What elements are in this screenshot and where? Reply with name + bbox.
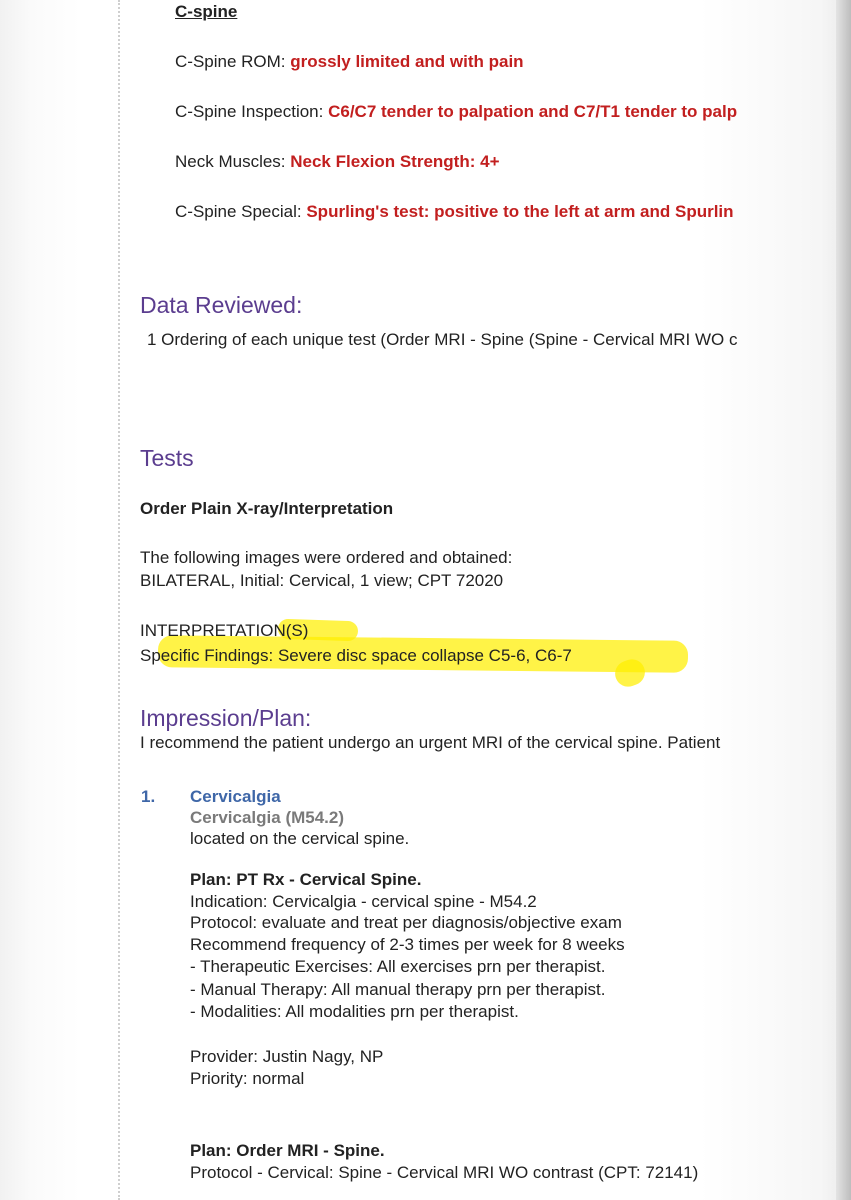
order-xray-title: Order Plain X-ray/Interpretation — [140, 499, 394, 518]
images-ordered-line: The following images were ordered and obtained: — [140, 548, 513, 567]
data-reviewed-line: 1 Ordering of each unique test (Order MRI - Spine (Spine - Cervical MRI WO c — [147, 330, 738, 349]
tests-heading: Tests — [140, 445, 194, 471]
diagnosis-number: 1. — [141, 787, 156, 806]
cspine-heading: C-spine — [175, 2, 238, 21]
cspine-rom-value: grossly limited and with pain — [290, 52, 524, 71]
neck-muscles-value: Neck Flexion Strength: 4+ — [290, 152, 500, 171]
plan-pt-line: Indication: Cervicalgia - cervical spine - M54.2 — [190, 892, 537, 911]
page-right-edge — [836, 0, 851, 1200]
plan-mri-protocol: Protocol - Cervical: Spine - Cervical MRI WO contrast (CPT: 72141) — [190, 1163, 699, 1182]
neck-muscles-label: Neck Muscles: — [175, 152, 291, 171]
cspine-rom-label: C-Spine ROM: — [175, 52, 291, 71]
xray-view-line: BILATERAL, Initial: Cervical, 1 view; CPT 72020 — [140, 571, 504, 590]
priority-line: Priority: normal — [190, 1069, 305, 1088]
neck-muscles-row — [175, 151, 500, 172]
impression-plan-heading: Impression/Plan: — [140, 705, 312, 731]
plan-mri-title: Plan: Order MRI - Spine. — [190, 1141, 385, 1160]
diagnosis-location: located on the cervical spine. — [190, 829, 410, 848]
cspine-inspection-value: C6/C7 tender to palpation and C7/T1 tender to palp — [328, 102, 738, 121]
plan-pt-line: Recommend frequency of 2-3 times per week for 8 weeks — [190, 935, 625, 954]
cspine-special-row — [175, 201, 734, 222]
cspine-inspection-row — [175, 101, 737, 122]
interpretation-label: INTERPRETATION(S) — [140, 621, 309, 640]
cspine-special-label: C-Spine Special: — [175, 202, 307, 221]
plan-pt-line: - Therapeutic Exercises: All exercises prn per therapist. — [190, 957, 606, 976]
cspine-special-value: Spurling's test: positive to the left at arm and Spurlin — [306, 202, 734, 221]
margin-dotted-line — [118, 0, 120, 1200]
cspine-rom-row — [175, 51, 524, 72]
provider-line: Provider: Justin Nagy, NP — [190, 1047, 384, 1066]
diagnosis-name: Cervicalgia — [190, 787, 281, 806]
specific-findings-line: Specific Findings: Severe disc space collapse C5-6, C6-7 — [140, 646, 572, 665]
plan-pt-line: Protocol: evaluate and treat per diagnosis/objective exam — [190, 913, 622, 932]
cspine-inspection-label: C-Spine Inspection: — [175, 102, 329, 121]
diagnosis-code: Cervicalgia (M54.2) — [190, 808, 345, 827]
plan-pt-title: Plan: PT Rx - Cervical Spine. — [190, 870, 422, 889]
impression-line: I recommend the patient undergo an urgent MRI of the cervical spine. Patient — [140, 733, 721, 752]
plan-pt-line: - Manual Therapy: All manual therapy prn per therapist. — [190, 980, 606, 999]
data-reviewed-heading: Data Reviewed: — [140, 292, 303, 318]
plan-pt-line: - Modalities: All modalities prn per therapist. — [190, 1002, 519, 1021]
